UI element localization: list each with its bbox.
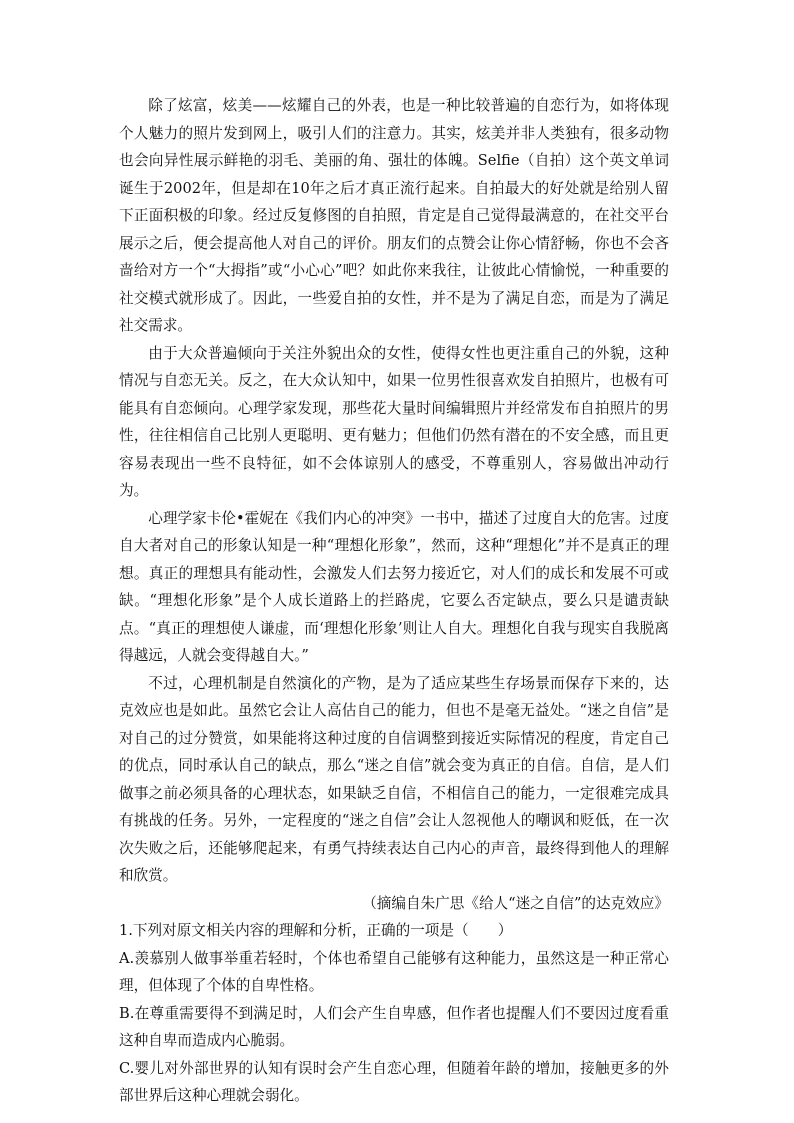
question-stem: 1.下列对原文相关内容的理解和分析，正确的一项是（ ） [119, 922, 513, 939]
article-paragraph-1: 除了炫富，炫美——炫耀自己的外表，也是一种比较普遍的自恋行为，如将体现个人魅力的照片发到网上，吸引人们的注意力。其实，炫美并非人类独有，很多动物也会向异性展示鲜艳的羽毛、美丽的角、强壮的体魄。Selfie（自拍）这个英文单词诞生于2002年，但是却在10年之后才真正流行起来。自拍最大的好处就是给别人留下正面积极的印象。经过反复修图的自拍照，肯定是自己觉得最满意的，在社交平台展示之后，便会提高他人对自己的评价。朋友们的点赞会让你心情舒畅，你也不会吝啬给对方一个“大拇指”或“小心心”吧？如此你来我往，让彼此心情愉悦，一种重要的社交模式就形成了。因此，一些爱自拍的女性，并不是为了满足自恋，而是为了满足社交需求。 [119, 97, 669, 334]
article-paragraph-3: 心理学家卡伦•霍妮在《我们内心的冲突》一书中，描述了过度自大的危害。过度自大者对自己的形象认知是一种“理想化形象”，然而，这种“理想化”并不是真正的理想。真正的理想具有能动性，会激发人们去努力接近它，对人们的成长和发展不可或缺。“理想化形象”是个人成长道路上的拦路虎，它要么否定缺点，要么只是谴责缺点。“真正的理想使人谦虚，而‘理想化形象’则让人自大。理想化自我与现实自我脱离得越远，人就会变得越自大。” [119, 509, 669, 664]
article-body [119, 92, 669, 1110]
question-option-b: B.在尊重需要得不到满足时，人们会产生自卑感，但作者也提醒人们不要因过度看重这种自卑而造成内心脆弱。 [119, 1004, 669, 1049]
article-paragraph-2: 由于大众普遍倾向于关注外貌出众的女性，使得女性也更注重自己的外貌，这种情况与自恋无关。反之，在大众认知中，如果一位男性很喜欢发自拍照片，也极有可能具有自恋倾向。心理学家发现，那些花大量时间编辑照片并经常发布自拍照片的男性，往往相信自己比别人更聪明、更有魅力；但他们仍然有潜在的不安全感，而且更容易表现出一些不良特征，如不会体谅别人的感受，不尊重别人，容易做出冲动行为。 [119, 344, 669, 499]
article-paragraph-4: 不过，心理机制是自然演化的产物，是为了适应某些生存场景而保存下来的，达克效应也是如此。虽然它会让人高估自己的能力，但也不是毫无益处。“迷之自信”是对自己的过分赞赏，如果能将这种过度的自信调整到接近实际情况的程度，肯定自己的优点，同时承认自己的缺点，那么“迷之自信”就会变为真正的自信。自信，是人们做事之前必须具备的心理状态，如果缺乏自信，不相信自己的能力，一定很难完成具有挑战的任务。另外，一定程度的“迷之自信”会让人忽视他人的嘲讽和贬低，在一次次失败之后，还能够爬起来，有勇气持续表达自己内心的声音，最终得到他人的理解和欣赏。 [119, 674, 669, 884]
question-option-c: C.婴儿对外部世界的认知有误时会产生自恋心理，但随着年龄的增加，接触更多的外部世界后这种心理就会弱化。 [119, 1059, 669, 1104]
article-source: （摘编自朱广思《给人“迷之自信”的达克效应》 [362, 894, 669, 912]
question-option-a: A.羡慕别人做事举重若轻时，个体也希望自己能够有这种能力，虽然这是一种正常心理，但体现了个体的自卑性格。 [119, 949, 669, 994]
